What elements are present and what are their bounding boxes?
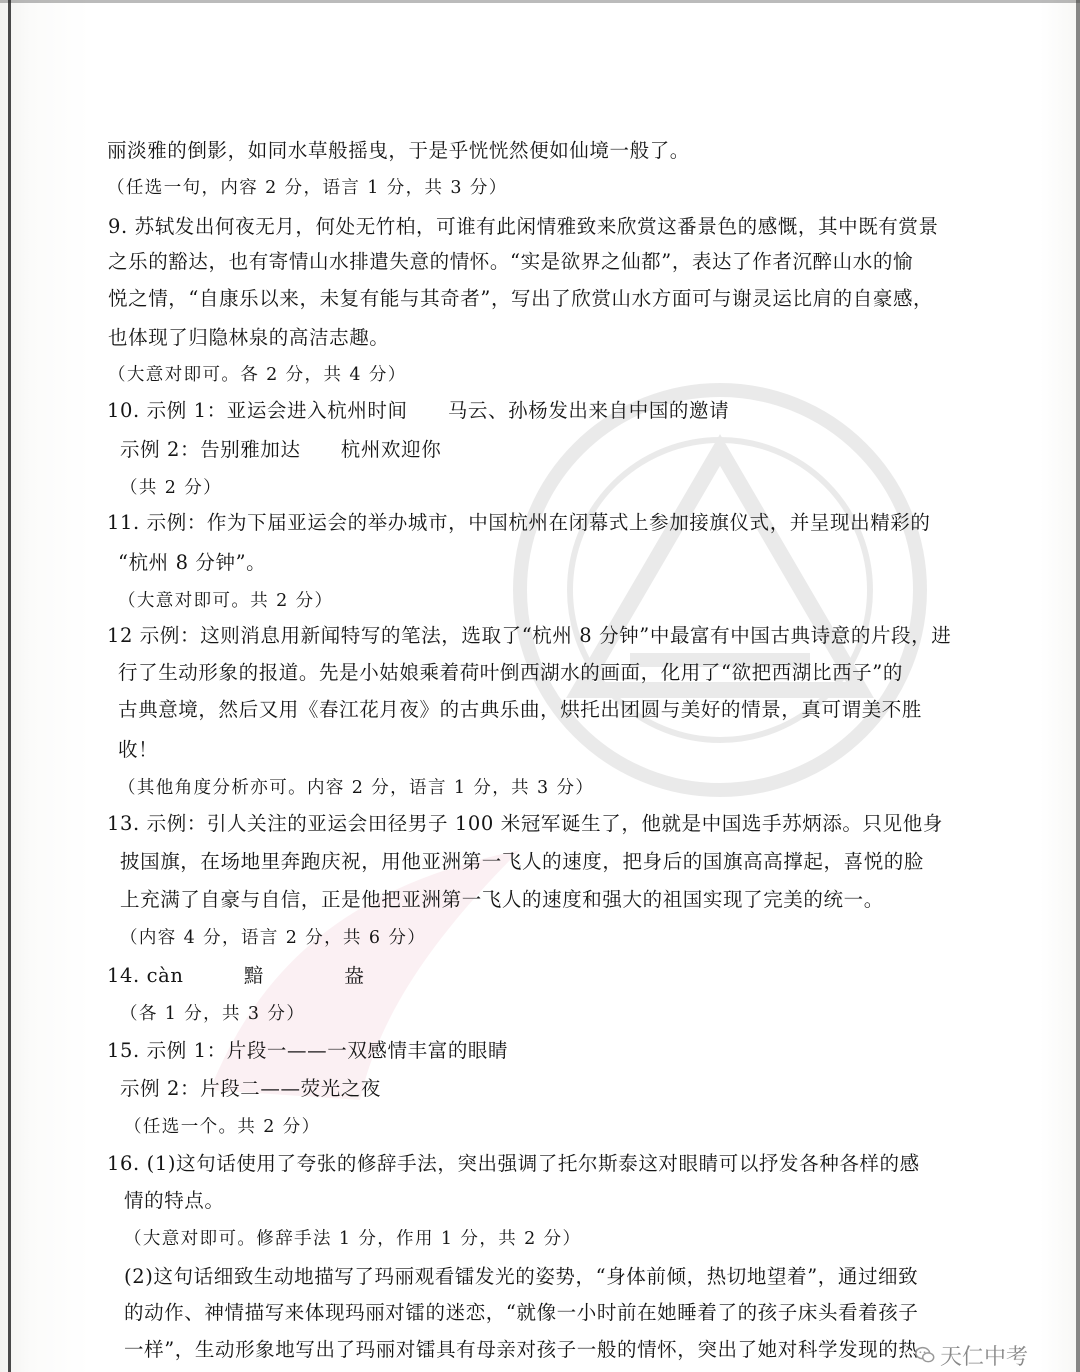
- answer-16-1-line-2: 情的特点。: [124, 1189, 225, 1212]
- answer-11-line-1: 11. 示例：作为下届亚运会的举办城市，中国杭州在闭幕式上参加接旗仪式，并呈现出精彩的: [107, 511, 931, 534]
- text-line-1: 丽淡雅的倒影，如同水草般摇曳，于是乎恍恍然便如仙境一般了。: [107, 139, 690, 162]
- scan-top-edge: [0, 0, 1080, 3]
- answer-9-line-3: 悦之情，“自康乐以来，未复有能与其奇者”，写出了欣赏山水方面可与谢灵运比肩的自豪感，: [108, 287, 934, 310]
- wechat-icon: [914, 1344, 936, 1366]
- answer-16-2-line-3: 一样”，生动形象地写出了玛丽对镭具有母亲对孩子一般的情怀，突出了她对科学发现的热: [124, 1338, 919, 1361]
- answer-15-line-1: 15. 示例 1：片段一——一双感情丰富的眼睛: [107, 1039, 509, 1062]
- answer-12-line-4: 收！: [118, 738, 159, 761]
- scan-right-edge: [1076, 0, 1080, 1372]
- answer-12-line-1: 12 示例：这则消息用新闻特写的笔法，选取了“杭州 8 分钟”中最富有中国古典诗意的片段，进: [107, 624, 952, 647]
- answer-14: 14. càn 黯 盎: [107, 964, 365, 987]
- answer-16-1-line-1: 16. (1)这句话使用了夸张的修辞手法，突出强调了托尔斯泰这对眼睛可以抒发各种各样的感: [107, 1152, 920, 1175]
- answer-9-line-1: 9. 苏轼发出何夜无月，何处无竹柏，可谁有此闲情雅致来欣赏这番景色的感慨，其中既有赏景: [108, 215, 939, 238]
- answer-9-line-4: 也体现了归隐林泉的高洁志趣。: [108, 326, 390, 349]
- answer-10-line-2: 示例 2：告别雅加达 杭州欢迎你: [120, 438, 442, 461]
- answer-9-line-2: 之乐的豁达，也有寄情山水排遣失意的情怀。“实是欲界之仙都”，表达了作者沉醉山水的愉: [108, 250, 914, 273]
- scan-left-edge: [8, 0, 11, 1372]
- answer-12-line-2: 行了生动形象的报道。先是小姑娘乘着荷叶倒西湖水的画面，化用了“欲把西湖比西子”的: [118, 661, 903, 684]
- score-note-15: （任选一个。共 2 分）: [124, 1117, 321, 1137]
- score-note-13: （内容 4 分，语言 2 分，共 6 分）: [120, 928, 427, 948]
- answer-13-line-2: 披国旗，在场地里奔跑庆祝，用他亚洲第一飞人的速度，把身后的国旗高高撑起，喜悦的脸: [120, 850, 925, 873]
- footer-brand-name: 天仁中考: [940, 1344, 1029, 1370]
- answer-11-line-2: “杭州 8 分钟”。: [118, 551, 267, 574]
- score-note-16-1: （大意对即可。修辞手法 1 分，作用 1 分，共 2 分）: [124, 1229, 582, 1249]
- answer-13-line-3: 上充满了自豪与自信，正是他把亚洲第一飞人的速度和强大的祖国实现了完美的统一。: [120, 888, 884, 911]
- answer-16-2-line-1: (2)这句话细致生动地描写了玛丽观看镭发光的姿势，“身体前倾，热切地望着”，通过细致: [124, 1265, 919, 1288]
- footer-brand: [914, 1340, 1028, 1370]
- score-note-12: （其他角度分析亦可。内容 2 分，语言 1 分，共 3 分）: [118, 778, 595, 798]
- score-note-14: （各 1 分，共 3 分）: [120, 1004, 306, 1024]
- score-note-9: （大意对即可。各 2 分，共 4 分）: [108, 365, 407, 385]
- answer-13-line-1: 13. 示例：引人关注的亚运会田径男子 100 米冠军诞生了，他就是中国选手苏炳添。只见他身: [107, 812, 943, 835]
- watermark-logo: [420, 360, 940, 880]
- score-note-11: （大意对即可。共 2 分）: [118, 591, 334, 611]
- answer-12-line-3: 古典意境，然后又用《春江花月夜》的古典乐曲，烘托出团圆与美好的情景，真可谓美不胜: [118, 698, 923, 721]
- answer-15-line-2: 示例 2：片段二——荧光之夜: [120, 1077, 382, 1100]
- answer-16-2-line-2: 的动作、神情描写来体现玛丽对镭的迷恋，“就像一小时前在她睡着了的孩子床头看着孩子: [124, 1301, 919, 1324]
- score-note-10: （共 2 分）: [120, 478, 223, 498]
- answer-10-line-1: 10. 示例 1：亚运会进入杭州时间 马云、孙杨发出来自中国的邀请: [107, 399, 730, 422]
- score-note-8: （任选一句，内容 2 分，语言 1 分，共 3 分）: [107, 178, 508, 198]
